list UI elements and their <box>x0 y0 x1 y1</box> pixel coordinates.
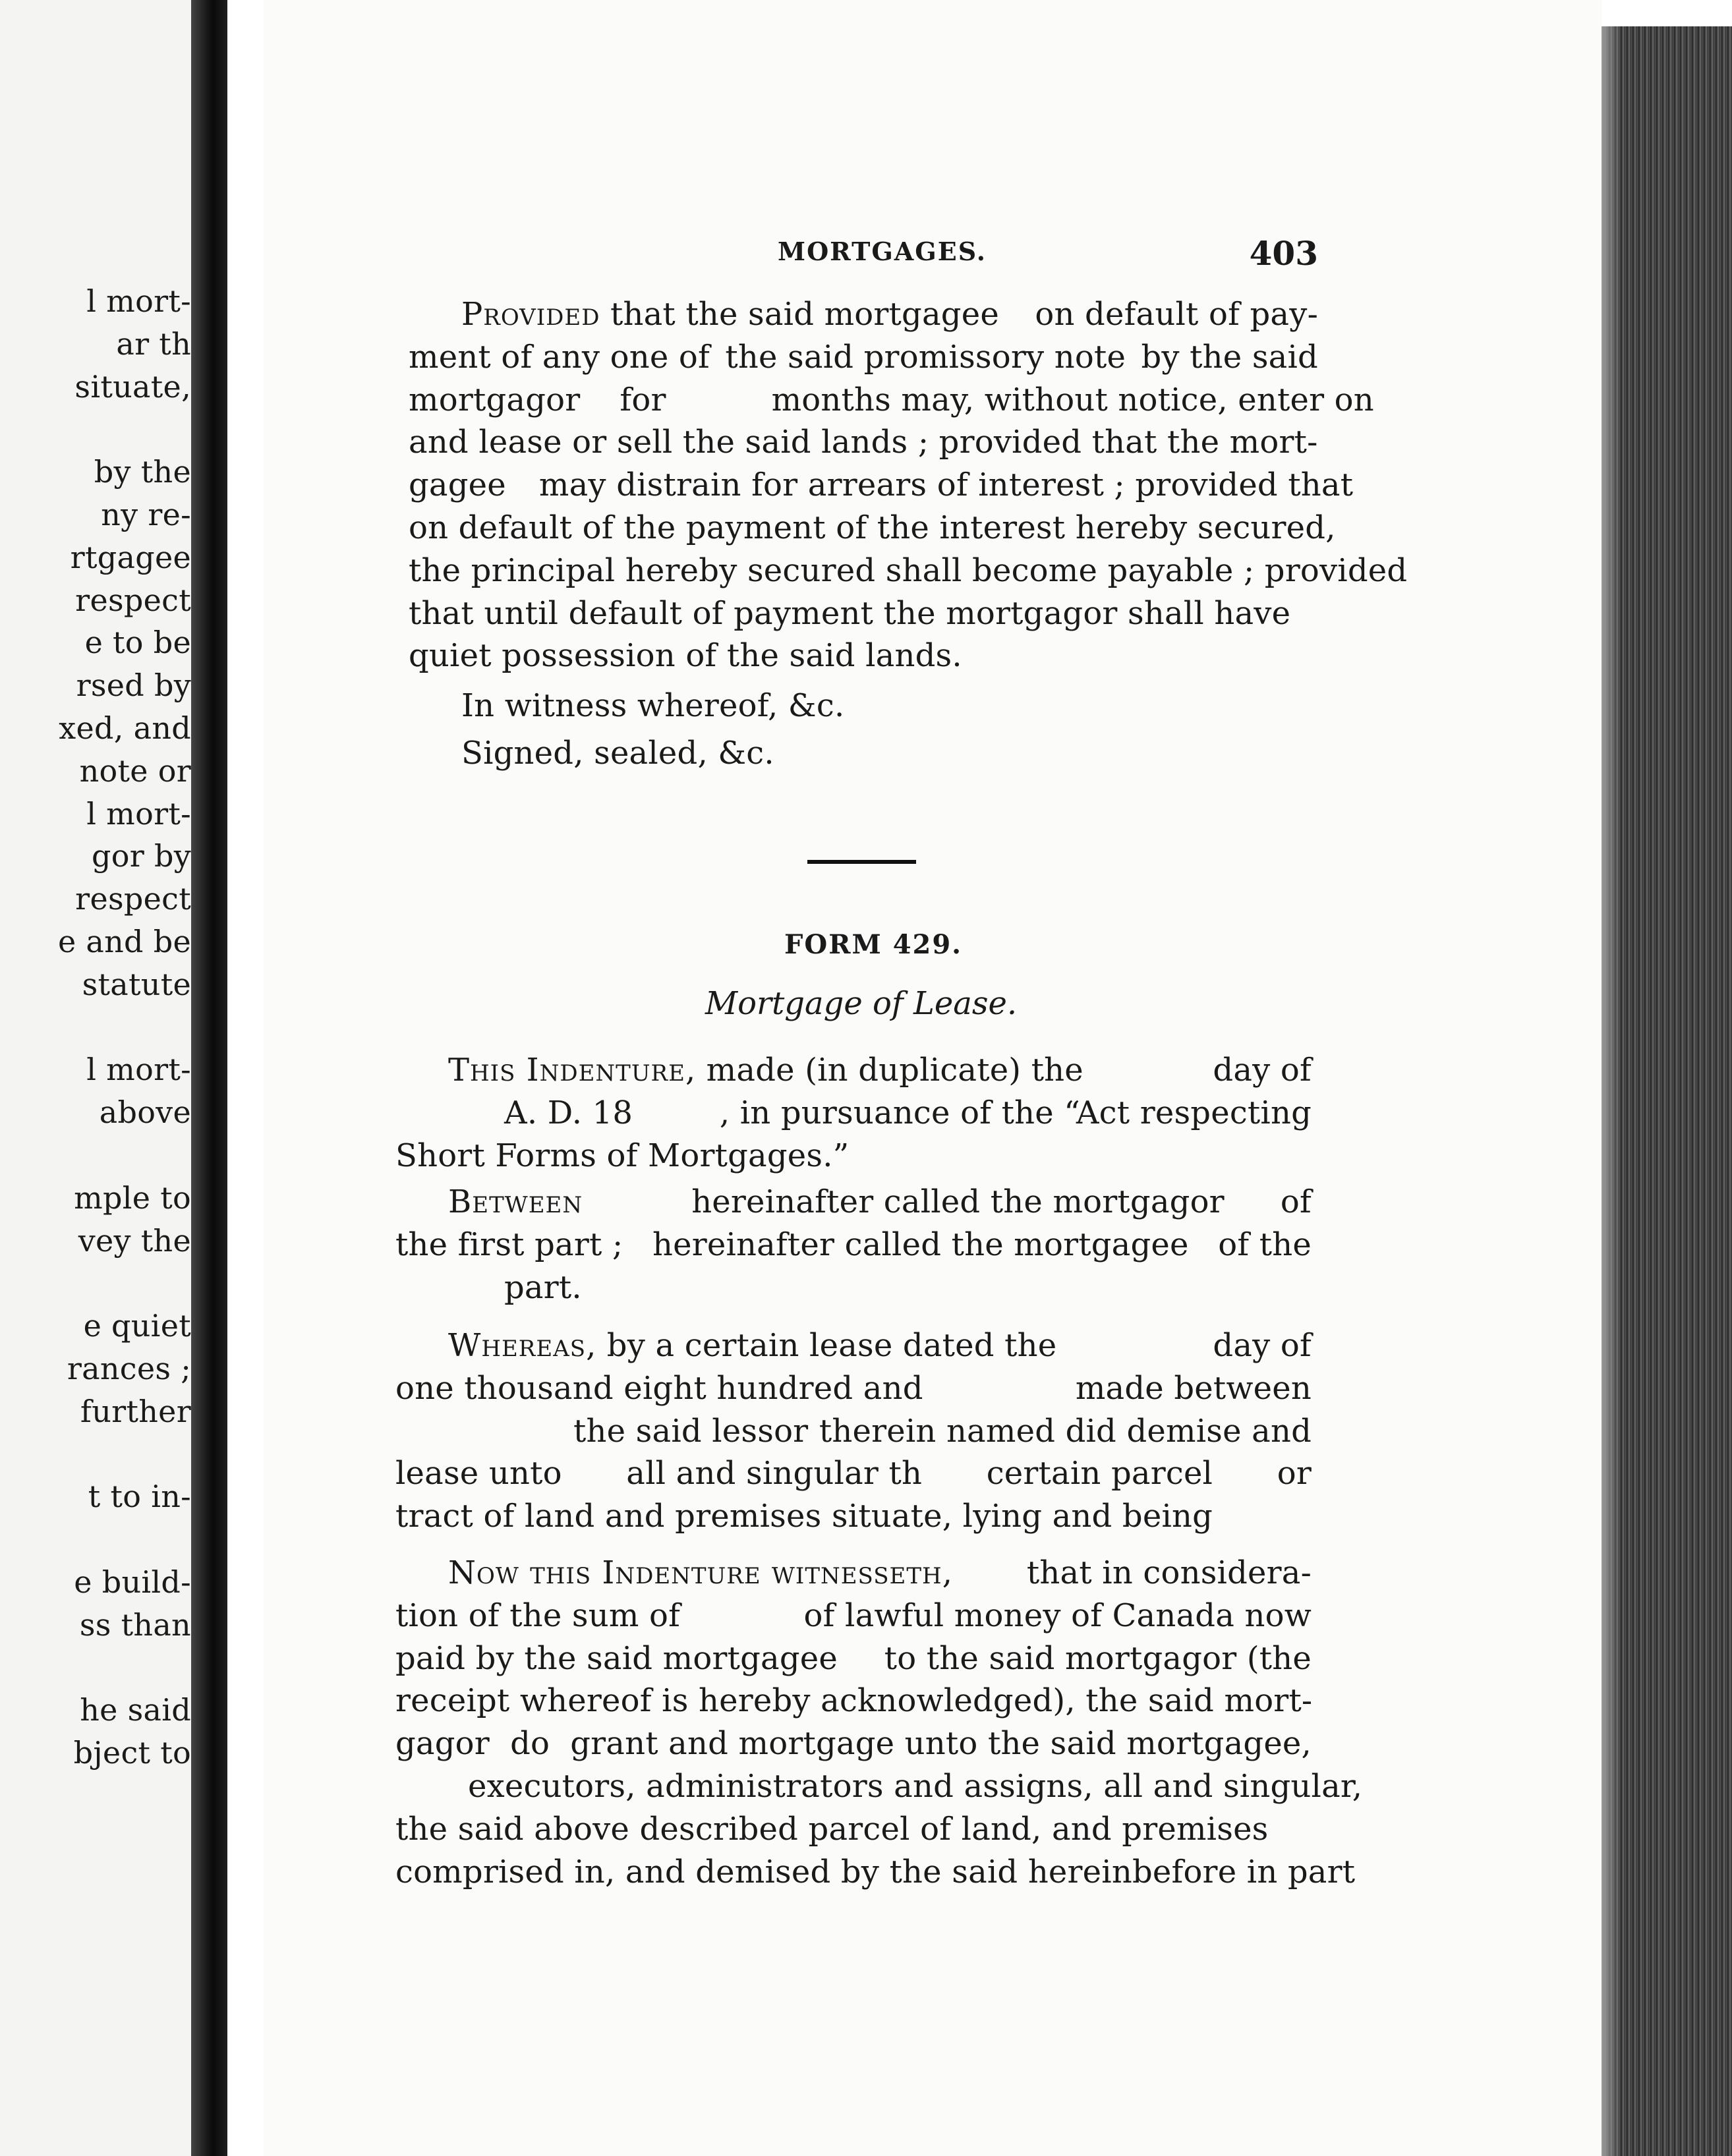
running-head: MORTGAGES. <box>778 237 987 266</box>
text-line: that until default of payment the mortgagor shall have <box>409 594 1291 632</box>
facing-page-line: rtgagee <box>70 539 191 575</box>
text-line: the said above described parcel of land, and premises <box>395 1810 1269 1848</box>
facing-page-line: ss than <box>79 1606 191 1643</box>
text-line: mortgagor for months may, without notice, enter on <box>409 381 1374 418</box>
between-paragraph <box>395 1181 1312 1309</box>
witness-line: In witness whereof, &c. <box>461 687 845 724</box>
facing-page-line: situate, <box>74 368 191 405</box>
facing-page-line: e to be <box>84 625 191 661</box>
facing-page-line: further <box>80 1393 191 1429</box>
text-line: lease unto all and singular th certain parcel or <box>395 1455 1312 1492</box>
facing-page-line: l mort- <box>86 283 191 319</box>
facing-page-line: by the <box>94 454 191 490</box>
proviso-lead: Provided <box>461 296 600 333</box>
witness-clause <box>461 682 844 777</box>
between-lead: Between <box>448 1183 583 1220</box>
text-line: This Indenture, made (in duplicate) the day of <box>448 1052 1312 1089</box>
text-line: the first part ; hereinafter called the mortgagee of the <box>395 1226 1312 1263</box>
section-divider <box>807 860 916 864</box>
text-line: quiet possession of the said lands. <box>409 637 962 675</box>
text-line: ment of any one of the said promissory note by the said <box>409 338 1318 376</box>
facing-page <box>0 0 227 2156</box>
text-line: paid by the said mortgagee to the said mortgagor (the <box>395 1639 1312 1677</box>
facing-page-line: rances ; <box>67 1350 191 1386</box>
facing-page-line: respect <box>75 881 191 917</box>
text-line: Provided that the said mortgagee on default of pay- <box>461 296 1318 333</box>
form-number: FORM 429. <box>784 929 963 960</box>
text-line: on default of the payment of the interest hereby secured, <box>409 509 1336 546</box>
text-line: one thousand eight hundred and made between <box>395 1369 1312 1407</box>
text-line: gagee may distrain for arrears of interest ; provided that <box>409 467 1354 504</box>
facing-page-line: ny re- <box>101 496 191 532</box>
facing-page-line <box>0 408 191 451</box>
form-title: Mortgage of Lease. <box>705 985 1018 1022</box>
facing-page-line: gor by <box>92 838 191 874</box>
facing-page-line: bject to <box>73 1735 191 1771</box>
book-gutter <box>191 0 227 2156</box>
text-line: A. D. 18 , in pursuance of the “Act respecting <box>504 1094 1312 1131</box>
text-line: gagor do grant and mortgage unto the said mortgagee, <box>395 1725 1312 1763</box>
text-line: tract of land and premises situate, lying and being <box>395 1498 1213 1535</box>
facing-page-line: mple to <box>74 1179 191 1216</box>
whereas-lead: Whereas, <box>448 1327 597 1364</box>
facing-page-line: l mort- <box>86 795 191 832</box>
facing-page-line: e and be <box>57 923 191 959</box>
text-line: tion of the sum of of lawful money of Canada now <box>395 1597 1312 1634</box>
text-line: the said lessor therein named did demise and <box>573 1412 1312 1450</box>
facing-page-line <box>0 1134 191 1177</box>
facing-page-line <box>0 1006 191 1049</box>
text-line: part. <box>504 1268 582 1306</box>
whereas-paragraph <box>395 1324 1312 1538</box>
page-number: 403 <box>1249 234 1318 273</box>
facing-page-line: e build- <box>74 1564 191 1600</box>
indenture-lead: This Indenture, <box>448 1052 697 1089</box>
facing-page-line: e quiet <box>83 1308 191 1344</box>
page-header <box>521 234 1318 280</box>
facing-page-line <box>0 1518 191 1561</box>
facing-page-line: ar th <box>116 326 191 362</box>
text-line: Now this Indenture witnesseth, that in considera- <box>448 1554 1312 1591</box>
facing-page-text <box>0 280 191 1774</box>
indenture-paragraph <box>395 1049 1312 1177</box>
facing-page-line: respect <box>75 582 191 618</box>
text-line: executors, administrators and assigns, all and singular, <box>468 1767 1363 1805</box>
proviso-paragraph <box>409 293 1408 677</box>
facing-page-line: l mort- <box>86 1052 191 1088</box>
signed-line: Signed, sealed, &c. <box>461 735 774 772</box>
facing-page-line: xed, and <box>59 710 191 746</box>
facing-page-line: statute <box>82 966 191 1002</box>
text-line: the principal hereby secured shall become payable ; provided <box>409 552 1408 589</box>
facing-page-line <box>0 1647 191 1689</box>
facing-page-line: rsed by <box>76 667 191 704</box>
facing-page-line: he said <box>80 1692 191 1728</box>
facing-page-line <box>0 1262 191 1305</box>
facing-page-line: note or <box>79 752 191 789</box>
facing-page-line <box>0 1433 191 1476</box>
text-line: and lease or sell the said lands ; provided that the mort- <box>409 424 1318 461</box>
witnesseth-paragraph <box>395 1552 1363 1893</box>
text-line: comprised in, and demised by the said hereinbefore in part <box>395 1853 1356 1890</box>
facing-page-line: above <box>99 1094 191 1131</box>
witnesseth-lead: Now this Indenture witnesseth, <box>448 1554 953 1591</box>
facing-page-line: t to in- <box>88 1479 191 1515</box>
facing-page-line: vey the <box>78 1222 191 1259</box>
text-line: Short Forms of Mortgages.” <box>395 1137 850 1174</box>
text-line: receipt whereof is hereby acknowledged), the said mort- <box>395 1682 1313 1720</box>
text-line: Whereas, by a certain lease dated the day of <box>448 1327 1312 1364</box>
page-edges <box>1602 26 1732 2156</box>
text-line: Between hereinafter called the mortgagor of <box>395 1181 1312 1224</box>
